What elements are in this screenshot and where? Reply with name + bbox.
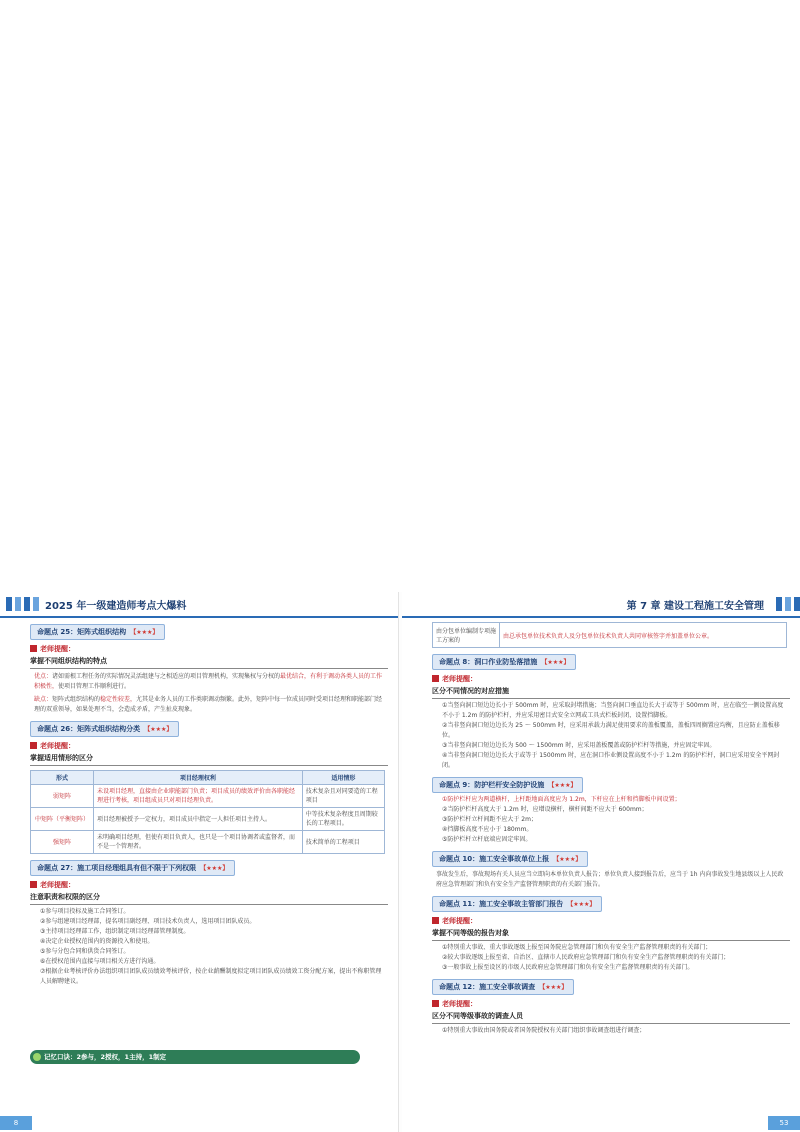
left-page-header — [0, 592, 398, 618]
list-item: ⑥在授权范围内直接与项目相关方进行沟通。 — [40, 958, 160, 965]
book-spread — [0, 592, 800, 1132]
list-item: ③防护栏杆立杆间距不应大于 2m； — [442, 816, 537, 823]
left-page-number: 8 — [0, 1116, 32, 1130]
table-header: 适用情形 — [302, 771, 384, 785]
list-item: ④当非竖向洞口短边边长大于或等于 1500mm 时，应在洞口作业侧设置高度不小于 1.2m 的防护栏杆，洞口应采用安全平网封闭。 — [442, 752, 780, 769]
kp10-text: 事故发生后，事故现场有关人员应当立即向本单位负责人报告；单位负责人接到报告后，应当于 1h 内向事故发生地县级以上人民政府应急管理部门和负有安全生产监督管理职责的有关部门报告。 — [436, 871, 784, 888]
list-item: ⑤防护栏杆立杆底端应固定牢固。 — [442, 836, 532, 843]
kp27-tip: 老师提醒： — [30, 880, 388, 890]
table-row: 由分包单位编制专项施工方案的 由总承包单位技术负责人及分包单位技术负责人共同审核签字并加盖单位公章。 — [433, 623, 787, 648]
checkbox-icon — [30, 881, 37, 888]
kp12-tip: 老师提醒： — [432, 999, 790, 1009]
memo-banner: 记忆口诀：2参与，2授权，1主持，1制定 — [30, 1050, 360, 1064]
kp27-label: 命题点 27：施工项目经理组具有但不限于下列权限 【★★★】 — [30, 860, 235, 876]
list-item: ②当防护栏杆高度大于 1.2m 时，应增设横杆，横杆间距不应大于 600mm； — [442, 806, 648, 813]
header-bars-icon — [6, 597, 39, 611]
left-page — [0, 592, 399, 1132]
kp25-tip: 老师提醒： — [30, 644, 388, 654]
list-item: ④决定企业授权范围内的资源投入和使用。 — [40, 938, 154, 945]
kp11-list — [442, 943, 788, 973]
kp25-subtitle: 掌握不同组织结构的特点 — [30, 656, 388, 669]
right-page-header — [402, 592, 800, 618]
kp9-label: 命题点 9：防护栏杆安全防护设施 【★★★】 — [432, 777, 583, 793]
kp12-list — [442, 1026, 788, 1036]
kp8-subtitle: 区分不同情况的对应措施 — [432, 686, 790, 699]
subcontract-table — [432, 622, 787, 648]
list-item: ②较大事故逐级上报至省、自治区、直辖市人民政府应急管理部门和负有安全生产监督管理职责的有关部门； — [442, 954, 730, 961]
kp27-list — [40, 907, 386, 987]
list-item: ④挡脚板高度不应小于 180mm。 — [442, 826, 533, 833]
kp11-tip: 老师提醒： — [432, 916, 790, 926]
right-page — [402, 592, 800, 1132]
kp26-label: 命题点 26：矩阵式组织结构分类 【★★★】 — [30, 721, 179, 737]
left-header-title: 2025 年一级建造师考点大爆料 — [45, 600, 187, 612]
table-row: 中矩阵（平衡矩阵） 项目经理被授予一定权力，项目成员中指定一人担任项目主持人。 中等技术复杂程度且周期较长的工程项目。 — [31, 808, 385, 831]
kp9-list — [442, 795, 788, 845]
list-item: ①参与项目投标及施工合同签订。 — [40, 908, 130, 915]
checkbox-icon — [432, 675, 439, 682]
header-bars-icon — [776, 597, 800, 611]
list-item: ①特别重大事故、重大事故逐级上报至国务院应急管理部门和负有安全生产监督管理职责的有关部门； — [442, 944, 712, 951]
list-item: ①特别重大事故由国务院或者国务院授权有关部门组织事故调查组进行调查； — [442, 1027, 646, 1034]
kp8-tip: 老师提醒： — [432, 674, 790, 684]
kp12-label: 命题点 12：施工安全事故调查 【★★★】 — [432, 979, 574, 995]
kp25-label: 命题点 25：矩阵式组织结构 【★★★】 — [30, 624, 165, 640]
kp26-subtitle: 掌握适用情形的区分 — [30, 753, 388, 766]
bulb-icon — [33, 1053, 41, 1061]
list-item: ⑦根据企业考核评价办法组织项目团队成员绩效考核评价，按企业薪酬制度拟定项目团队成员绩效工资分配方案，提出不称职管理人员解聘建议。 — [40, 968, 382, 985]
kp27-subtitle: 注意职责和权限的区分 — [30, 892, 388, 905]
kp25-advantages: 优点：诸如需根工程任务的实际情况灵活组建与之相适应的项目管理机构，实现集权与分权的最优结合，有利于调动各类人员的工作积极性，使项目管理工作顺利进行。 — [34, 673, 383, 690]
kp8-label: 命题点 8：洞口作业防坠落措施 【★★★】 — [432, 654, 576, 670]
list-item: ②参与组建项目经理部，提名项目副经理、项目技术负责人，选用项目团队成员。 — [40, 918, 256, 925]
table-header: 项目经理权利 — [94, 771, 303, 785]
table-row: 强矩阵 未明确项目经理，但使有项目负责人，也只是一个项目协调者或监督者，而不是一个管理者。 技术简单的工程项目 — [31, 831, 385, 854]
checkbox-icon — [432, 1000, 439, 1007]
kp12-subtitle: 区分不同等级事故的调查人员 — [432, 1011, 790, 1024]
list-item: ①当竖向洞口短边边长小于 500mm 时，应采取封堵措施；当竖向洞口垂直边长大于或等于 500mm 时，应在临空一侧设置高度不小于 1.2m 的防护栏杆，并应采用密目式安全立网或工具式栏板封闭，设置挡脚板。 — [442, 702, 784, 719]
right-page-number: 53 — [768, 1116, 800, 1130]
kp8-list — [442, 701, 788, 771]
list-item: ③一般事故上报至设区的市级人民政府应急管理部门和负有安全生产监督管理职责的有关部门。 — [442, 964, 694, 971]
checkbox-icon — [30, 742, 37, 749]
table-row: 弱矩阵 未设项目经理，直接由企业职能部门负责；项目成员的绩效评价由各职能经理进行考核，项目组成员只对项目经理负责。 技术复杂且对同要造的工程项目 — [31, 785, 385, 808]
checkbox-icon — [432, 917, 439, 924]
matrix-table — [30, 770, 385, 854]
list-item: ③主持项目经理部工作，组织制定项目经理部管理制度。 — [40, 928, 190, 935]
kp26-tip: 老师提醒： — [30, 741, 388, 751]
kp11-subtitle: 掌握不同等级的报告对象 — [432, 928, 790, 941]
checkbox-icon — [30, 645, 37, 652]
kp10-label: 命题点 10：施工安全事故单位上报 【★★★】 — [432, 851, 588, 867]
kp25-disadvantages: 缺点：矩阵式组织结构的稳定性较差，尤其是业务人员的工作类职调动频繁。此外，矩阵中每一位成员同时受项目经理和职能部门经理的双重领导，如果处理不当，会造成矛盾，产生扯皮现象。 — [34, 696, 383, 713]
list-item: ③当非竖向洞口短边边长为 500 ～ 1500mm 时，应采用盖板覆盖或防护栏杆等措施，并应固定牢固。 — [442, 742, 716, 749]
list-item: ①防护栏杆应为两道横杆，上杆距地面高度应为 1.2m，下杆应在上杆和挡脚板中间设置； — [442, 796, 681, 803]
list-item: ⑤参与分包合同和供货合同签订。 — [40, 948, 130, 955]
right-header-title: 第 7 章 建设工程施工安全管理 — [626, 600, 764, 612]
kp11-label: 命题点 11：施工安全事故主管部门报告 【★★★】 — [432, 896, 602, 912]
table-header: 形式 — [31, 771, 94, 785]
list-item: ②当非竖向洞口短边边长为 25 ～ 500mm 时，应采用承载力满足使用要求的盖板覆盖，盖板四周搁置应均衡，且应防止盖板移位。 — [442, 722, 780, 739]
